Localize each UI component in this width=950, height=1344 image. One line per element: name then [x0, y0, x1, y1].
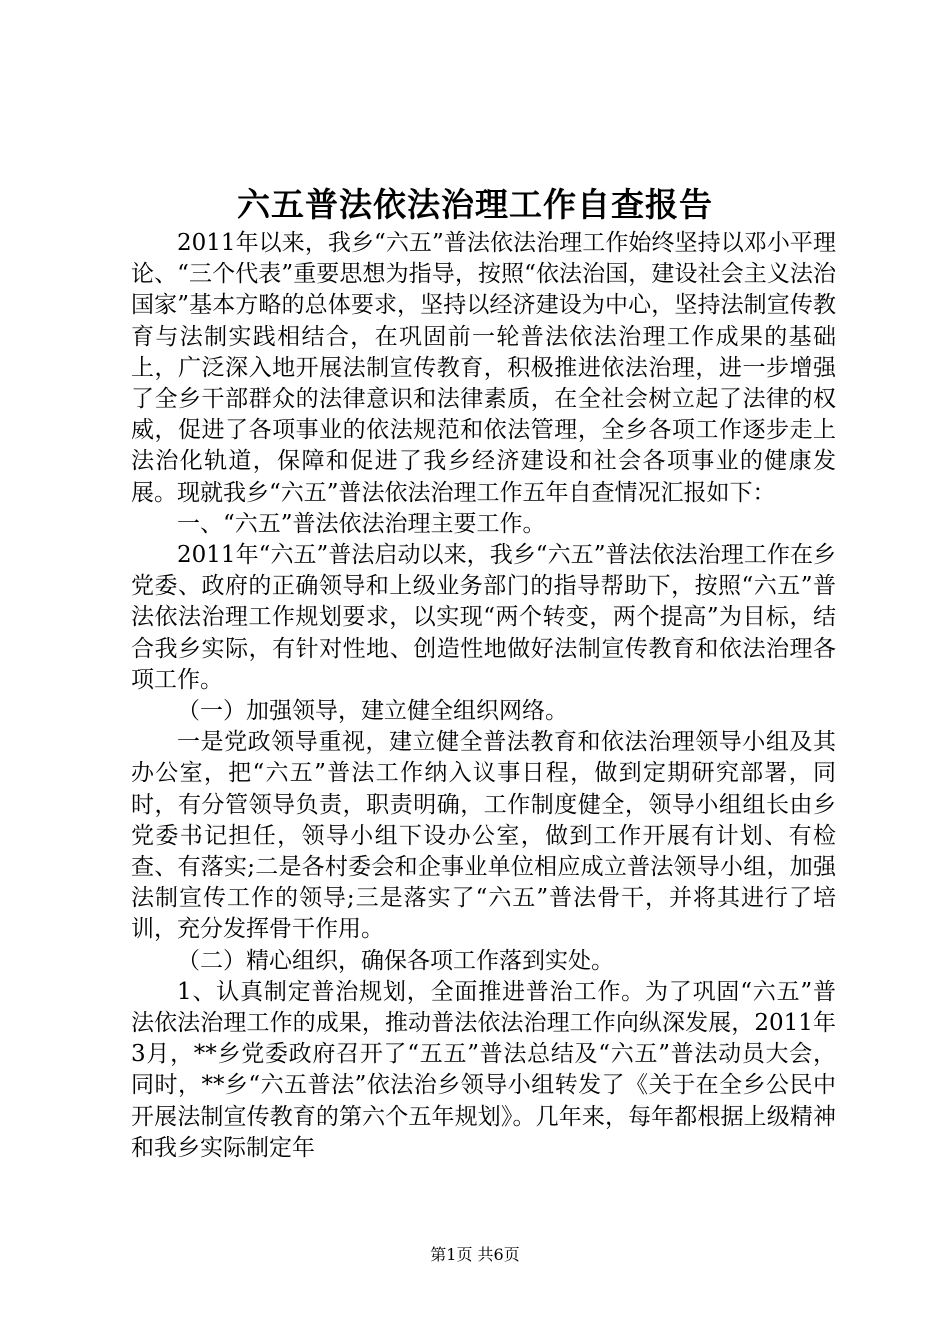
paragraph-overview: 2011年“六五”普法启动以来，我乡“六五”普法依法治理工作在乡党委、政府的正确领导和上级业务部门的指导帮助下，按照“六五”普法依法治理工作规划要求，以实现“两个转变，两个提高”为目标，结合我乡实际，有针对性地、创造性地做好法制宣传教育和依法治理各项工作。: [131, 542, 836, 693]
document-title: 六五普法依法治理工作自查报告: [237, 185, 713, 224]
paragraph-leadership: 一是党政领导重视，建立健全普法教育和依法治理领导小组及其办公室，把“六五”普法工作纳入议事日程，做到定期研究部署，同时，有分管领导负责，职责明确，工作制度健全，领导小组组长由乡党委书记担任，领导小组下设办公室，做到工作开展有计划、有检查、有落实;二是各村委会和企事业单位相应成立普法领导小组，加强法制宣传工作的领导;三是落实了“六五”普法骨干，并将其进行了培训，充分发挥骨干作用。: [131, 729, 836, 943]
page-footer: 第1页 共6页: [430, 1245, 520, 1264]
paragraph-intro: 2011年以来，我乡“六五”普法依法治理工作始终坚持以邓小平理论、“三个代表”重要思想为指导，按照“依法治国，建设社会主义法治国家”基本方略的总体要求，坚持以经济建设为中心，坚持法制宣传教育与法制实践相结合，在巩固前一轮普法依法治理工作成果的基础上，广泛深入地开展法制宣传教育，积极推进依法治理，进一步增强了全乡干部群众的法律意识和法律素质，在全社会树立起了法律的权威，促进了各项事业的依法规范和依法管理，全乡各项工作逐步走上法治化轨道，保障和促进了我乡经济建设和社会各项事业的健康发展。现就我乡“六五”普法依法治理工作五年自查情况汇报如下：: [131, 230, 836, 506]
section-heading-1: 一、“六五”普法依法治理主要工作。: [177, 510, 546, 537]
subsection-heading-2: （二）精心组织，确保各项工作落到实处。: [177, 947, 614, 974]
subsection-heading-1: （一）加强领导，建立健全组织网络。: [177, 698, 568, 725]
paragraph-planning: 1、认真制定普治规划，全面推进普治工作。为了巩固“六五”普法依法治理工作的成果，推动普法依法治理工作向纵深发展，2011年3月，**乡党委政府召开了“五五”普法总结及“六五”普法动员大会，同时，**乡“六五普法”依法治乡领导小组转发了《关于在全乡公民中开展法制宣传教育的第六个五年规划》。几年来，每年都根据上级精神和我乡实际制定年: [131, 978, 836, 1161]
document-body: [131, 228, 836, 1164]
